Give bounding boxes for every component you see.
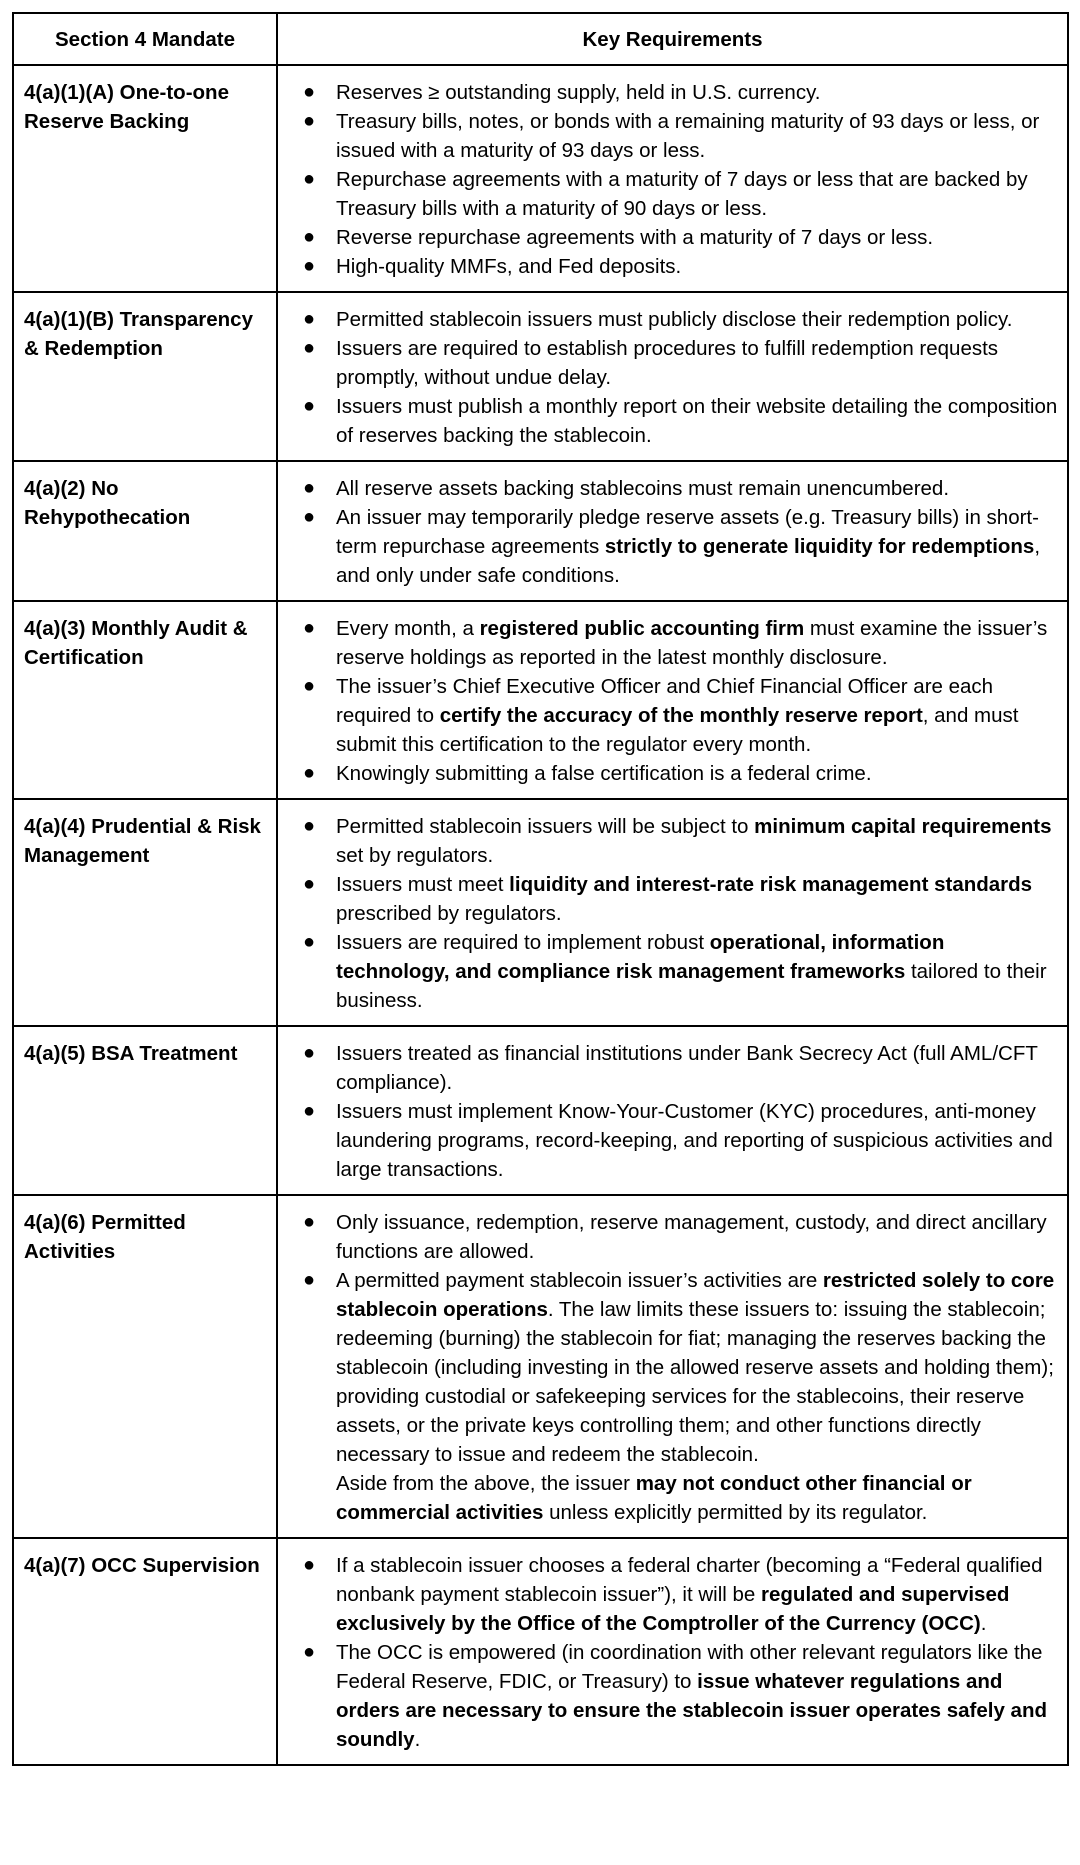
- text-run: , and must submit this certification to the regulator every month.: [336, 704, 1019, 756]
- text-run: Issuers are required to implement robust: [336, 931, 710, 954]
- bold-text: may not conduct other financial or commercial activities: [336, 1472, 972, 1524]
- bullet-icon: ●: [303, 1100, 316, 1122]
- text-run: .: [980, 1612, 987, 1635]
- text-run: Permitted stablecoin issuers must publicly disclose their redemption policy.: [336, 308, 1013, 331]
- bullet-icon: ●: [303, 308, 316, 330]
- requirements-list: [288, 614, 1059, 788]
- text-run: The OCC is empowered (in coordination with other relevant regulators like the Federal Reserve, FDIC, or Treasury) to: [336, 1641, 1043, 1693]
- text-run: Reserves ≥ outstanding supply, held in U.S. currency.: [336, 81, 821, 104]
- bullet-icon: ●: [303, 762, 316, 784]
- requirements-cell: [277, 65, 1068, 292]
- mandate-cell: 4(a)(1)(B) Transparency & Redemption: [13, 292, 277, 461]
- text-run: A permitted payment stablecoin issuer’s activities are: [336, 1269, 823, 1292]
- requirement-continuation: [288, 1469, 1059, 1527]
- mandates-table: [12, 12, 1069, 1766]
- text-run: must examine the issuer’s reserve holdings as reported in the latest monthly disclosure.: [336, 617, 1048, 669]
- bullet-icon: ●: [303, 675, 316, 697]
- text-run: All reserve assets backing stablecoins must remain unencumbered.: [336, 477, 950, 500]
- text-run: Issuers must publish a monthly report on their website detailing the composition of reserves backing the stablecoin.: [336, 395, 1058, 447]
- requirement-item: [288, 165, 1059, 223]
- text-run: Every month, a: [336, 617, 480, 640]
- bold-text: minimum capital requirements: [754, 815, 1052, 838]
- bullet-icon: ●: [303, 1211, 316, 1233]
- bullet-icon: ●: [303, 1641, 316, 1663]
- requirement-item: [288, 759, 1059, 788]
- requirement-item: [288, 1638, 1059, 1754]
- text-run: Knowingly submitting a false certification is a federal crime.: [336, 762, 872, 785]
- requirement-item: [288, 107, 1059, 165]
- requirement-item: [288, 1097, 1059, 1184]
- text-run: Aside from the above, the issuer: [336, 1472, 636, 1495]
- text-run: Reverse repurchase agreements with a maturity of 7 days or less.: [336, 226, 934, 249]
- requirement-item: [288, 392, 1059, 450]
- requirement-item: [288, 614, 1059, 672]
- requirement-item: [288, 1551, 1059, 1638]
- table-row: [13, 1026, 1068, 1195]
- bullet-icon: ●: [303, 1554, 316, 1576]
- requirement-item: [288, 78, 1059, 107]
- text-run: Permitted stablecoin issuers will be subject to: [336, 815, 755, 838]
- requirement-item: [288, 305, 1059, 334]
- requirements-cell: [277, 1195, 1068, 1538]
- requirements-cell: [277, 1538, 1068, 1765]
- bullet-icon: ●: [303, 1042, 316, 1064]
- requirements-list: [288, 305, 1059, 450]
- mandate-cell: 4(a)(6) Permitted Activities: [13, 1195, 277, 1538]
- requirement-item: [288, 1039, 1059, 1097]
- requirement-item: [288, 503, 1059, 590]
- bullet-icon: ●: [303, 337, 316, 359]
- table-row: [13, 65, 1068, 292]
- bold-text: regulated and supervised exclusively by the Office of the Comptroller of the Currency (OCC): [336, 1583, 1010, 1635]
- mandate-cell: 4(a)(1)(A) One-to-one Reserve Backing: [13, 65, 277, 292]
- requirements-list: [288, 78, 1059, 281]
- bullet-icon: ●: [303, 477, 316, 499]
- bold-text: operational, information technology, and compliance risk management frameworks: [336, 931, 945, 983]
- mandate-cell: 4(a)(7) OCC Supervision: [13, 1538, 277, 1765]
- header-key-requirements: Key Requirements: [277, 13, 1068, 65]
- requirement-item: [288, 1208, 1059, 1266]
- table-row: [13, 292, 1068, 461]
- requirement-item: [288, 223, 1059, 252]
- bullet-icon: ●: [303, 815, 316, 837]
- bullet-icon: ●: [303, 506, 316, 528]
- header-section-mandate: Section 4 Mandate: [13, 13, 277, 65]
- table-row: [13, 1195, 1068, 1538]
- requirement-item: [288, 1266, 1059, 1469]
- requirement-item: [288, 252, 1059, 281]
- text-run: Repurchase agreements with a maturity of 7 days or less that are backed by Treasury bills with a maturity of 90 days or less.: [336, 168, 1028, 220]
- bullet-icon: ●: [303, 395, 316, 417]
- text-run: An issuer may temporarily pledge reserve assets (e.g. Treasury bills) in short-term repurchase agreements: [336, 506, 1039, 558]
- text-run: If a stablecoin issuer chooses a federal charter (becoming a “Federal qualified nonbank payment stablecoin issuer”), it will be: [336, 1554, 1043, 1606]
- requirements-list: [288, 1208, 1059, 1469]
- table-body: [13, 65, 1068, 1765]
- text-run: Issuers are required to establish procedures to fulfill redemption requests promptly, without undue delay.: [336, 337, 999, 389]
- mandate-cell: 4(a)(2) No Rehypothecation: [13, 461, 277, 601]
- table-row: [13, 799, 1068, 1026]
- text-run: Issuers must meet: [336, 873, 510, 896]
- requirement-item: [288, 870, 1059, 928]
- text-run: tailored to their business.: [336, 960, 1047, 1012]
- requirements-cell: [277, 461, 1068, 601]
- requirement-item: [288, 474, 1059, 503]
- table-row: [13, 461, 1068, 601]
- bold-text: restricted solely to core stablecoin operations: [336, 1269, 1055, 1321]
- bullet-icon: ●: [303, 110, 316, 132]
- text-run: set by regulators.: [336, 844, 494, 867]
- bullet-icon: ●: [303, 1269, 316, 1291]
- bold-text: registered public accounting firm: [479, 617, 805, 640]
- table-row: [13, 601, 1068, 799]
- table-header-row: [13, 13, 1068, 65]
- bold-text: liquidity and interest-rate risk management standards: [509, 873, 1033, 896]
- text-run: .: [414, 1728, 421, 1751]
- requirements-cell: [277, 292, 1068, 461]
- requirements-list: [288, 1039, 1059, 1184]
- text-run: Issuers must implement Know-Your-Customer (KYC) procedures, anti-money laundering programs, record-keeping, and reporting of suspicious activities and large transactions.: [336, 1100, 1053, 1181]
- bullet-icon: ●: [303, 617, 316, 639]
- bold-text: strictly to generate liquidity for redemptions: [604, 535, 1035, 558]
- bold-text: certify the accuracy of the monthly reserve report: [439, 704, 923, 727]
- text-run: unless explicitly permitted by its regulator.: [543, 1501, 928, 1524]
- requirement-item: [288, 812, 1059, 870]
- requirements-list: [288, 1551, 1059, 1754]
- text-run: High-quality MMFs, and Fed deposits.: [336, 255, 682, 278]
- text-run: Issuers treated as financial institutions under Bank Secrecy Act (full AML/CFT compliance).: [336, 1042, 1038, 1094]
- text-run: prescribed by regulators.: [336, 902, 562, 925]
- text-run: . The law limits these issuers to: issuing the stablecoin; redeeming (burning) the stablecoin for fiat; managing the reserves backing the stablecoin (including investing in the allowed reserve assets and holding them); providing custodial or safekeeping services for the stablecoins, their reserve assets, or the private keys controlling them; and other functions directly necessary to issue and redeem the stablecoin.: [336, 1298, 1054, 1466]
- bullet-icon: ●: [303, 168, 316, 190]
- text-run: Treasury bills, notes, or bonds with a remaining maturity of 93 days or less, or issued with a maturity of 93 days or less.: [336, 110, 1040, 162]
- requirements-cell: [277, 601, 1068, 799]
- bullet-icon: ●: [303, 873, 316, 895]
- requirement-item: [288, 334, 1059, 392]
- bold-text: issue whatever regulations and orders are necessary to ensure the stablecoin issuer operates safely and soundly: [336, 1670, 1047, 1751]
- text-run: Only issuance, redemption, reserve management, custody, and direct ancillary functions are allowed.: [336, 1211, 1047, 1263]
- requirements-list: [288, 474, 1059, 590]
- requirements-cell: [277, 799, 1068, 1026]
- text-run: , and only under safe conditions.: [336, 535, 1041, 587]
- bullet-icon: ●: [303, 226, 316, 248]
- mandate-cell: 4(a)(4) Prudential & Risk Management: [13, 799, 277, 1026]
- bullet-icon: ●: [303, 255, 316, 277]
- requirement-item: [288, 928, 1059, 1015]
- table-row: [13, 1538, 1068, 1765]
- requirement-item: [288, 672, 1059, 759]
- text-run: The issuer’s Chief Executive Officer and Chief Financial Officer are each required to: [336, 675, 994, 727]
- requirements-cell: [277, 1026, 1068, 1195]
- bullet-icon: ●: [303, 931, 316, 953]
- mandate-cell: 4(a)(5) BSA Treatment: [13, 1026, 277, 1195]
- mandate-cell: 4(a)(3) Monthly Audit & Certification: [13, 601, 277, 799]
- requirements-list: [288, 812, 1059, 1015]
- bullet-icon: ●: [303, 81, 316, 103]
